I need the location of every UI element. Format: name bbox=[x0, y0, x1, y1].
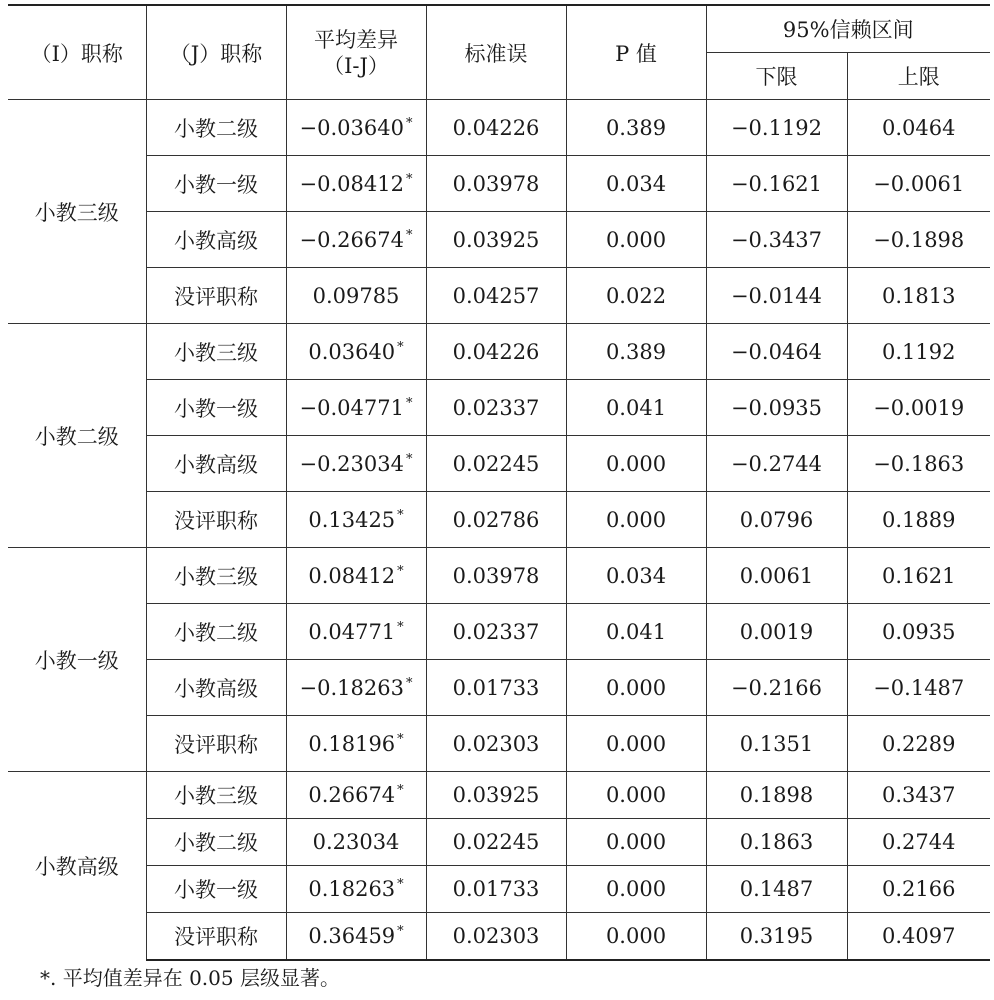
table-row bbox=[8, 604, 990, 660]
cell-ci-lower: −0.3437 bbox=[706, 212, 847, 268]
multiple-comparison-table bbox=[8, 4, 990, 961]
significance-star: * bbox=[405, 115, 413, 131]
cell-mean-diff bbox=[286, 324, 426, 380]
table-row bbox=[8, 660, 990, 716]
cell-ci-upper: 0.2744 bbox=[847, 819, 990, 866]
cell-comparison-title: 小教二级 bbox=[146, 604, 286, 660]
cell-ci-lower: 0.1898 bbox=[706, 772, 847, 819]
table-row bbox=[8, 212, 990, 268]
header-ci-lower: 下限 bbox=[706, 53, 847, 100]
cell-comparison-title: 小教一级 bbox=[146, 380, 286, 436]
cell-p-value: 0.034 bbox=[566, 548, 706, 604]
cell-comparison-title: 没评职称 bbox=[146, 268, 286, 324]
cell-ci-upper: 0.1621 bbox=[847, 548, 990, 604]
cell-ci-upper: 0.0935 bbox=[847, 604, 990, 660]
cell-comparison-title: 小教高级 bbox=[146, 436, 286, 492]
cell-p-value: 0.389 bbox=[566, 100, 706, 156]
table-row bbox=[8, 380, 990, 436]
header-row-1 bbox=[8, 5, 990, 53]
cell-mean-diff bbox=[286, 212, 426, 268]
table-row bbox=[8, 324, 990, 380]
cell-mean-diff bbox=[286, 772, 426, 819]
cell-ci-upper: −0.1487 bbox=[847, 660, 990, 716]
header-ci: 95%信赖区间 bbox=[706, 5, 990, 53]
cell-std-err: 0.03978 bbox=[426, 156, 566, 212]
header-col-i: （I）职称 bbox=[8, 5, 146, 100]
table-row bbox=[8, 772, 990, 819]
header-col-j: （J）职称 bbox=[146, 5, 286, 100]
cell-mean-diff bbox=[286, 380, 426, 436]
cell-p-value: 0.000 bbox=[566, 212, 706, 268]
cell-ci-upper: −0.0019 bbox=[847, 380, 990, 436]
cell-ci-upper: −0.1898 bbox=[847, 212, 990, 268]
cell-mean-diff bbox=[286, 660, 426, 716]
cell-mean-diff bbox=[286, 436, 426, 492]
cell-ci-upper: 0.1192 bbox=[847, 324, 990, 380]
footnote: *. 平均值差异在 0.05 层级显著。 bbox=[40, 966, 340, 990]
table-row bbox=[8, 156, 990, 212]
cell-mean-diff bbox=[286, 548, 426, 604]
cell-std-err: 0.02245 bbox=[426, 819, 566, 866]
cell-ci-lower: 0.0061 bbox=[706, 548, 847, 604]
mean-diff-value: −0.18263 bbox=[299, 675, 404, 700]
header-mean-diff bbox=[286, 5, 426, 100]
cell-std-err: 0.04257 bbox=[426, 268, 566, 324]
cell-comparison-title: 小教二级 bbox=[146, 819, 286, 866]
header-mean-diff-line1: 平均差异 bbox=[314, 27, 398, 52]
cell-mean-diff bbox=[286, 819, 426, 866]
cell-ci-lower: 0.3195 bbox=[706, 913, 847, 961]
significance-star: * bbox=[397, 877, 404, 892]
mean-diff-value: 0.23034 bbox=[312, 830, 400, 854]
table-row bbox=[8, 819, 990, 866]
cell-comparison-title: 小教一级 bbox=[146, 866, 286, 913]
cell-comparison-title: 小教高级 bbox=[146, 660, 286, 716]
cell-comparison-title: 小教三级 bbox=[146, 772, 286, 819]
cell-std-err: 0.03925 bbox=[426, 772, 566, 819]
significance-star: * bbox=[405, 451, 413, 467]
cell-p-value: 0.000 bbox=[566, 716, 706, 772]
cell-ci-lower: −0.1621 bbox=[706, 156, 847, 212]
cell-std-err: 0.01733 bbox=[426, 660, 566, 716]
mean-diff-value: −0.26674 bbox=[299, 227, 404, 252]
significance-star: * bbox=[397, 731, 404, 747]
cell-mean-diff bbox=[286, 913, 426, 961]
cell-std-err: 0.03978 bbox=[426, 548, 566, 604]
cell-p-value: 0.389 bbox=[566, 324, 706, 380]
cell-mean-diff bbox=[286, 156, 426, 212]
cell-std-err: 0.02303 bbox=[426, 913, 566, 961]
table-row bbox=[8, 716, 990, 772]
mean-diff-value: 0.08412 bbox=[308, 563, 396, 588]
significance-star: * bbox=[397, 339, 404, 355]
group-label: 小教高级 bbox=[8, 772, 146, 961]
cell-ci-upper: 0.0464 bbox=[847, 100, 990, 156]
group-label: 小教二级 bbox=[8, 324, 146, 548]
cell-ci-lower: 0.0796 bbox=[706, 492, 847, 548]
table-row bbox=[8, 548, 990, 604]
table-row bbox=[8, 436, 990, 492]
significance-star: * bbox=[405, 227, 413, 243]
cell-std-err: 0.02786 bbox=[426, 492, 566, 548]
cell-ci-lower: 0.1863 bbox=[706, 819, 847, 866]
significance-star: * bbox=[397, 619, 404, 635]
significance-star: * bbox=[405, 395, 413, 411]
cell-ci-upper: 0.4097 bbox=[847, 913, 990, 961]
cell-mean-diff bbox=[286, 100, 426, 156]
cell-std-err: 0.02245 bbox=[426, 436, 566, 492]
cell-p-value: 0.041 bbox=[566, 380, 706, 436]
mean-diff-value: 0.18263 bbox=[308, 877, 396, 901]
cell-p-value: 0.022 bbox=[566, 268, 706, 324]
cell-mean-diff bbox=[286, 716, 426, 772]
significance-star: * bbox=[397, 924, 404, 939]
header-std-err: 标准误 bbox=[426, 5, 566, 100]
cell-ci-lower: −0.0464 bbox=[706, 324, 847, 380]
cell-ci-upper: 0.3437 bbox=[847, 772, 990, 819]
table-row bbox=[8, 866, 990, 913]
table-row bbox=[8, 492, 990, 548]
cell-mean-diff bbox=[286, 268, 426, 324]
significance-star: * bbox=[405, 171, 413, 187]
cell-ci-upper: 0.2289 bbox=[847, 716, 990, 772]
significance-star: * bbox=[397, 783, 404, 798]
cell-std-err: 0.02337 bbox=[426, 604, 566, 660]
cell-p-value: 0.034 bbox=[566, 156, 706, 212]
cell-p-value: 0.000 bbox=[566, 660, 706, 716]
mean-diff-value: 0.26674 bbox=[308, 783, 396, 807]
mean-diff-value: −0.08412 bbox=[299, 171, 404, 196]
cell-p-value: 0.000 bbox=[566, 913, 706, 961]
cell-p-value: 0.000 bbox=[566, 866, 706, 913]
cell-ci-upper: 0.1889 bbox=[847, 492, 990, 548]
mean-diff-value: −0.04771 bbox=[299, 395, 404, 420]
cell-ci-lower: −0.0144 bbox=[706, 268, 847, 324]
table-row bbox=[8, 268, 990, 324]
cell-std-err: 0.02303 bbox=[426, 716, 566, 772]
mean-diff-value: 0.04771 bbox=[308, 619, 396, 644]
cell-ci-lower: −0.0935 bbox=[706, 380, 847, 436]
cell-ci-lower: 0.1487 bbox=[706, 866, 847, 913]
cell-p-value: 0.000 bbox=[566, 819, 706, 866]
cell-std-err: 0.04226 bbox=[426, 100, 566, 156]
cell-comparison-title: 没评职称 bbox=[146, 716, 286, 772]
table-row bbox=[8, 100, 990, 156]
mean-diff-value: 0.09785 bbox=[312, 283, 400, 308]
cell-std-err: 0.04226 bbox=[426, 324, 566, 380]
cell-ci-lower: −0.2166 bbox=[706, 660, 847, 716]
significance-star: * bbox=[405, 675, 413, 691]
cell-ci-upper: −0.0061 bbox=[847, 156, 990, 212]
mean-diff-value: −0.23034 bbox=[299, 451, 404, 476]
mean-diff-value: 0.13425 bbox=[308, 507, 396, 532]
cell-ci-upper: −0.1863 bbox=[847, 436, 990, 492]
cell-comparison-title: 小教二级 bbox=[146, 100, 286, 156]
cell-comparison-title: 小教高级 bbox=[146, 212, 286, 268]
table-row bbox=[8, 913, 990, 961]
header-mean-diff-line2: （I-J） bbox=[323, 53, 389, 78]
mean-diff-value: 0.03640 bbox=[308, 339, 396, 364]
group-label: 小教一级 bbox=[8, 548, 146, 772]
cell-std-err: 0.02337 bbox=[426, 380, 566, 436]
cell-ci-upper: 0.2166 bbox=[847, 866, 990, 913]
table-header bbox=[8, 5, 990, 100]
cell-ci-lower: 0.0019 bbox=[706, 604, 847, 660]
cell-comparison-title: 没评职称 bbox=[146, 492, 286, 548]
cell-ci-lower: −0.2744 bbox=[706, 436, 847, 492]
cell-std-err: 0.03925 bbox=[426, 212, 566, 268]
mean-diff-value: −0.03640 bbox=[299, 115, 404, 140]
cell-p-value: 0.000 bbox=[566, 436, 706, 492]
cell-p-value: 0.000 bbox=[566, 772, 706, 819]
table-body bbox=[8, 100, 990, 961]
significance-star: * bbox=[397, 563, 404, 579]
cell-std-err: 0.01733 bbox=[426, 866, 566, 913]
mean-diff-value: 0.18196 bbox=[308, 731, 396, 756]
header-ci-upper: 上限 bbox=[847, 53, 990, 100]
cell-mean-diff bbox=[286, 492, 426, 548]
mean-diff-value: 0.36459 bbox=[308, 924, 396, 948]
cell-comparison-title: 小教三级 bbox=[146, 324, 286, 380]
cell-mean-diff bbox=[286, 866, 426, 913]
cell-ci-lower: 0.1351 bbox=[706, 716, 847, 772]
cell-ci-upper: 0.1813 bbox=[847, 268, 990, 324]
significance-star: * bbox=[397, 507, 404, 523]
cell-mean-diff bbox=[286, 604, 426, 660]
cell-comparison-title: 没评职称 bbox=[146, 913, 286, 961]
cell-comparison-title: 小教一级 bbox=[146, 156, 286, 212]
group-label: 小教三级 bbox=[8, 100, 146, 324]
cell-p-value: 0.041 bbox=[566, 604, 706, 660]
results-table-container bbox=[8, 4, 990, 961]
cell-ci-lower: −0.1192 bbox=[706, 100, 847, 156]
cell-p-value: 0.000 bbox=[566, 492, 706, 548]
cell-comparison-title: 小教三级 bbox=[146, 548, 286, 604]
header-p-value: P 值 bbox=[566, 5, 706, 100]
